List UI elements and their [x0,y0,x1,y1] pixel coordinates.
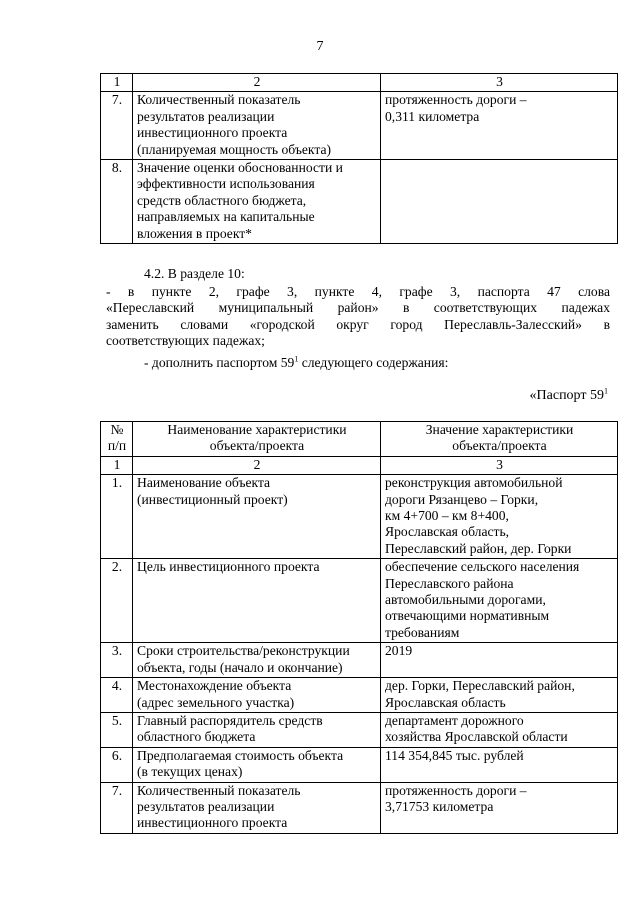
amendment-item-1 [106,284,610,350]
row-number: 7. [101,782,133,833]
page-number: 7 [316,39,324,54]
row-number: 7. [101,92,133,160]
table-header-row [101,422,618,457]
table-column-numbers-row [101,74,618,92]
table-row [101,712,618,747]
row-number: 3. [101,643,133,678]
column-number: 1 [101,456,133,474]
characteristic-value [381,160,618,244]
row-number: 4. [101,678,133,713]
passport-table [100,421,618,834]
table-row [101,475,618,559]
characteristic-name: Количественный показатель результатов реализации инвестиционного проекта [133,782,381,833]
table-column-numbers-row [101,456,618,474]
table-row [101,92,618,160]
text-line: заменить словами «городской округ город Переславль-Залесский» в [106,316,610,332]
row-number: 6. [101,747,133,782]
characteristic-name: Предполагаемая стоимость объекта (в текущих ценах) [133,747,381,782]
column-number: 2 [133,74,381,92]
continued-table [100,73,618,244]
text-line: соответствующих падежах; [106,333,265,349]
item-text: следующего содержания: [298,355,449,370]
table-row [101,559,618,643]
table-row [101,782,618,833]
table-row [101,678,618,713]
amendment-item-2 [144,355,610,371]
text-line: - в пункте 2, графе 3, пункте 4, графе 3, паспорта 47 слова [106,284,610,299]
superscript: 1 [294,354,299,364]
characteristic-name: Главный распорядитель средств областного бюджета [133,712,381,747]
passport-label-text: «Паспорт 59 [529,388,604,403]
header-name: Наименование характеристики объекта/проекта [133,422,381,457]
characteristic-value: обеспечение сельского населения Переславского района автомобильными дорогами, отвечающими нормативным требованиям [381,559,618,643]
text-line: «Переславский муниципальный район» в соответствующих падежах [106,300,610,316]
section-heading: 4.2. В разделе 10: [144,266,245,281]
table-row [101,643,618,678]
characteristic-value: 2019 [381,643,618,678]
row-number: 1. [101,475,133,559]
passport-label [530,388,608,404]
header-value: Значение характеристики объекта/проекта [381,422,618,457]
characteristic-name: Местонахождение объекта (адрес земельного участка) [133,678,381,713]
superscript: 1 [604,386,608,396]
characteristic-name: Количественный показатель результатов реализации инвестиционного проекта (планируемая мощность объекта) [133,92,381,160]
column-number: 3 [381,456,618,474]
row-number: 5. [101,712,133,747]
characteristic-value: дер. Горки, Переславский район, Ярославская область [381,678,618,713]
characteristic-name: Цель инвестиционного проекта [133,559,381,643]
characteristic-value: протяженность дороги – 3,71753 километра [381,782,618,833]
column-number: 3 [381,74,618,92]
column-number: 2 [133,456,381,474]
characteristic-value: протяженность дороги – 0,311 километра [381,92,618,160]
column-number: 1 [101,74,133,92]
header-number: № п/п [101,422,133,457]
characteristic-name: Сроки строительства/реконструкции объекта, годы (начало и окончание) [133,643,381,678]
characteristic-value: 114 354,845 тыс. рублей [381,747,618,782]
table-row [101,747,618,782]
row-number: 8. [101,160,133,244]
row-number: 2. [101,559,133,643]
item-text: - дополнить паспортом 59 [144,355,295,370]
characteristic-name: Наименование объекта (инвестиционный проект) [133,475,381,559]
table-row [101,160,618,244]
characteristic-name: Значение оценки обоснованности и эффективности использования средств областного бюджета, направляемых на капитальные вложения в проект* [133,160,381,244]
characteristic-value: реконструкция автомобильной дороги Рязанцево – Горки, км 4+700 – км 8+400, Ярославская область, Переславский район, дер. Горки [381,475,618,559]
characteristic-value: департамент дорожного хозяйства Ярославской области [381,712,618,747]
